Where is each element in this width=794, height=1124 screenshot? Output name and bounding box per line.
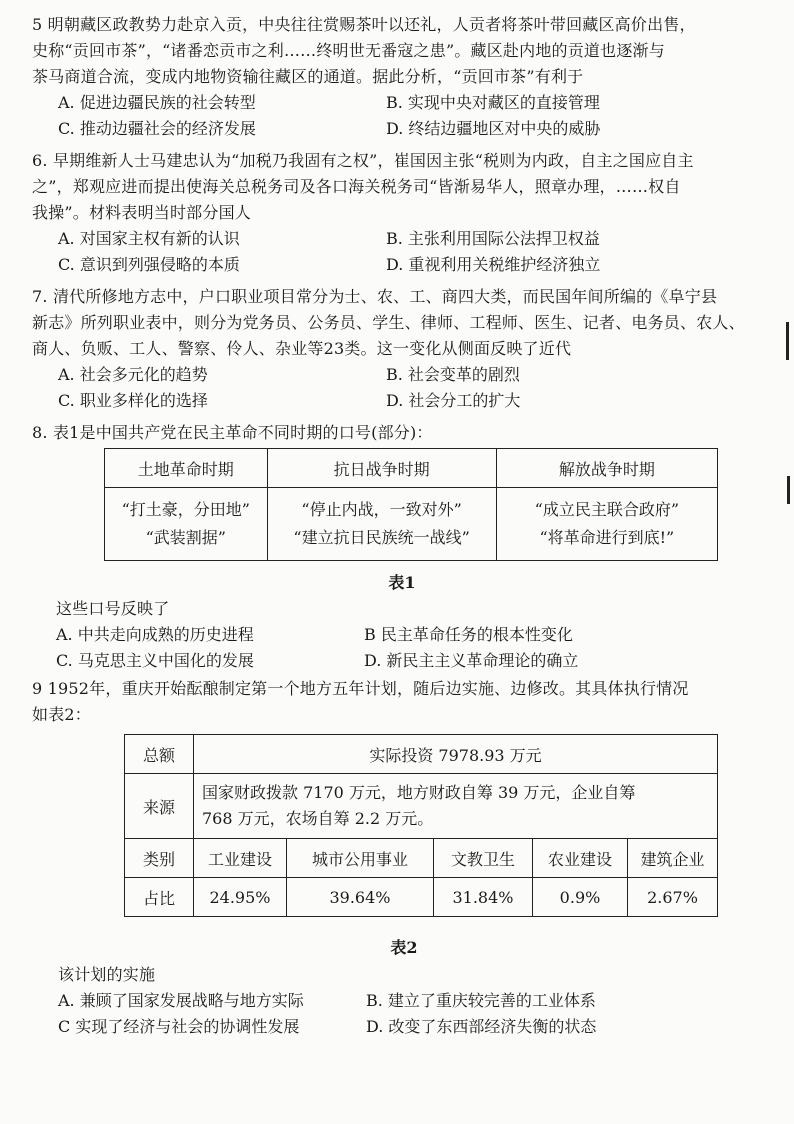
table1-slogan: “武装割据” bbox=[145, 528, 226, 547]
q7-option-b[interactable]: B. 社会变革的剧烈 bbox=[386, 365, 520, 384]
q9-option-d[interactable]: D. 改变了东西部经济失衡的状态 bbox=[366, 1017, 597, 1036]
table1-cell-3 bbox=[496, 488, 717, 561]
q8-intro: 8. 表1是中国共产党在民主革命不同时期的口号(部分)： bbox=[32, 423, 433, 442]
table1-header-2: 抗日战争时期 bbox=[267, 449, 496, 488]
q8-option-d[interactable]: D. 新民主主义革命理论的确立 bbox=[364, 651, 579, 670]
question-5 bbox=[32, 12, 762, 142]
table2-category: 城市公用事业 bbox=[287, 839, 434, 878]
question-8 bbox=[32, 420, 762, 446]
q6-option-b[interactable]: B. 主张利用国际公法捍卫权益 bbox=[386, 229, 600, 248]
investment-table bbox=[124, 734, 718, 917]
question-6 bbox=[32, 148, 762, 278]
table1-slogan: “将革命进行到底!” bbox=[539, 528, 675, 547]
q9-option-b[interactable]: B. 建立了重庆较完善的工业体系 bbox=[366, 991, 596, 1010]
q6-line-2: 之”，郑观应进而提出使海关总税务司及各口海关税务司“皆渐易华人，照章办理，……权自 bbox=[32, 177, 681, 196]
q6-option-c[interactable]: C. 意识到列强侵略的本质 bbox=[58, 255, 240, 274]
table1-caption: 表1 bbox=[388, 573, 416, 592]
table2-source-label: 来源 bbox=[125, 774, 194, 839]
q7-line-2: 新志》所列职业表中，则分为党务员、公务员、学生、律师、工程师、医生、记者、电务员、农人、 bbox=[32, 313, 745, 332]
q7-option-d[interactable]: D. 社会分工的扩大 bbox=[386, 391, 521, 410]
q7-line-1: 7. 清代所修地方志中，户口职业项目常分为士、农、工、商四大类，而民国年间所编的《阜宁县 bbox=[32, 287, 718, 306]
q5-line-1: 5 明朝藏区政教势力赴京入贡，中央往往赏赐茶叶以还礼，人贡者将茶叶带回藏区高价出售， bbox=[32, 15, 696, 34]
q8-option-a[interactable]: A. 中共走向成熟的历史进程 bbox=[56, 625, 254, 644]
q5-line-3: 茶马商道合流，变成内地物资输往藏区的通道。据此分析，“贡回市茶”有利于 bbox=[32, 67, 584, 86]
q9-options bbox=[58, 988, 788, 1040]
table2-category: 工业建设 bbox=[194, 839, 287, 878]
table2-total-value: 实际投资 7978.93 万元 bbox=[194, 735, 718, 774]
slogan-table bbox=[104, 448, 718, 561]
q8-option-b[interactable]: B 民主革命任务的根本性变化 bbox=[364, 625, 573, 644]
question-8-stem bbox=[56, 596, 786, 674]
question-9-stem bbox=[58, 962, 788, 1040]
table2-share: 39.64% bbox=[287, 878, 434, 917]
table2-share: 24.95% bbox=[194, 878, 287, 917]
q9-option-c[interactable]: C 实现了经济与社会的协调性发展 bbox=[58, 1017, 300, 1036]
q7-option-c[interactable]: C. 职业多样化的选择 bbox=[58, 391, 208, 410]
q5-option-b[interactable]: B. 实现中央对藏区的直接管理 bbox=[386, 93, 600, 112]
table1-slogan: “成立民主联合政府” bbox=[534, 500, 680, 519]
table2-category: 农业建设 bbox=[533, 839, 628, 878]
table2-category-label: 类别 bbox=[125, 839, 194, 878]
q8-option-c[interactable]: C. 马克思主义中国化的发展 bbox=[56, 651, 254, 670]
table2-total-label: 总额 bbox=[125, 735, 194, 774]
q5-option-a[interactable]: A. 促进边疆民族的社会转型 bbox=[58, 93, 256, 112]
table1-slogan: “打土豪，分田地” bbox=[121, 500, 250, 519]
q6-option-d[interactable]: D. 重视利用关税维护经济独立 bbox=[386, 255, 601, 274]
q5-option-c[interactable]: C. 推动边疆社会的经济发展 bbox=[58, 119, 256, 138]
q9-stem: 该计划的实施 bbox=[58, 965, 156, 984]
q5-option-d[interactable]: D. 终结边疆地区对中央的威胁 bbox=[386, 119, 601, 138]
q5-options bbox=[58, 90, 762, 142]
scan-edge-mark bbox=[787, 476, 790, 504]
table1-cell-1 bbox=[105, 488, 268, 561]
table2-share: 0.9% bbox=[533, 878, 628, 917]
table2-share-label: 占比 bbox=[125, 878, 194, 917]
q6-line-1: 6. 早期维新人士马建忠认为“加税乃我固有之权”，崔国因主张“税则为内政，自主之国应自主 bbox=[32, 151, 694, 170]
q7-option-a[interactable]: A. 社会多元化的趋势 bbox=[58, 365, 208, 384]
q7-options bbox=[58, 362, 762, 414]
question-7 bbox=[32, 284, 762, 414]
table2-category: 建筑企业 bbox=[628, 839, 718, 878]
q7-line-3: 商人、负贩、工人、警察、伶人、杂业等23类。这一变化从侧面反映了近代 bbox=[32, 339, 572, 358]
table2-share: 31.84% bbox=[434, 878, 533, 917]
table1-header-3: 解放战争时期 bbox=[496, 449, 717, 488]
q6-line-3: 我操”。材料表明当时部分国人 bbox=[32, 203, 251, 222]
q8-options bbox=[56, 622, 786, 674]
q8-stem: 这些口号反映了 bbox=[56, 599, 170, 618]
q6-option-a[interactable]: A. 对国家主权有新的认识 bbox=[58, 229, 240, 248]
table2-source-line: 国家财政拨款 7170 万元，地方财政自筹 39 万元，企业自筹 bbox=[202, 783, 636, 802]
table2-share: 2.67% bbox=[628, 878, 718, 917]
table2-caption: 表2 bbox=[390, 938, 418, 957]
q6-options bbox=[58, 226, 762, 278]
q9-option-a[interactable]: A. 兼顾了国家发展战略与地方实际 bbox=[58, 991, 304, 1010]
question-9 bbox=[32, 676, 762, 728]
table2-source-line: 768 万元，农场自筹 2.2 万元。 bbox=[202, 809, 434, 828]
table2-category: 文教卫生 bbox=[434, 839, 533, 878]
q5-line-2: 史称“贡回市茶”，“诸番恋贡市之利……终明世无番寇之患”。藏区赴内地的贡道也逐渐与 bbox=[32, 41, 665, 60]
table1-header-1: 土地革命时期 bbox=[105, 449, 268, 488]
table2-source-value bbox=[194, 774, 718, 839]
table1-cell-2 bbox=[267, 488, 496, 561]
scan-edge-mark bbox=[786, 322, 789, 360]
table1-slogan: “建立抗日民族统一战线” bbox=[293, 528, 470, 547]
table1-slogan: “停止内战，一致对外” bbox=[301, 500, 462, 519]
q9-line-2: 如表2： bbox=[32, 705, 91, 724]
q9-line-1: 9 1952年，重庆开始酝酿制定第一个地方五年计划，随后边实施、边修改。其具体执行情况 bbox=[32, 679, 689, 698]
